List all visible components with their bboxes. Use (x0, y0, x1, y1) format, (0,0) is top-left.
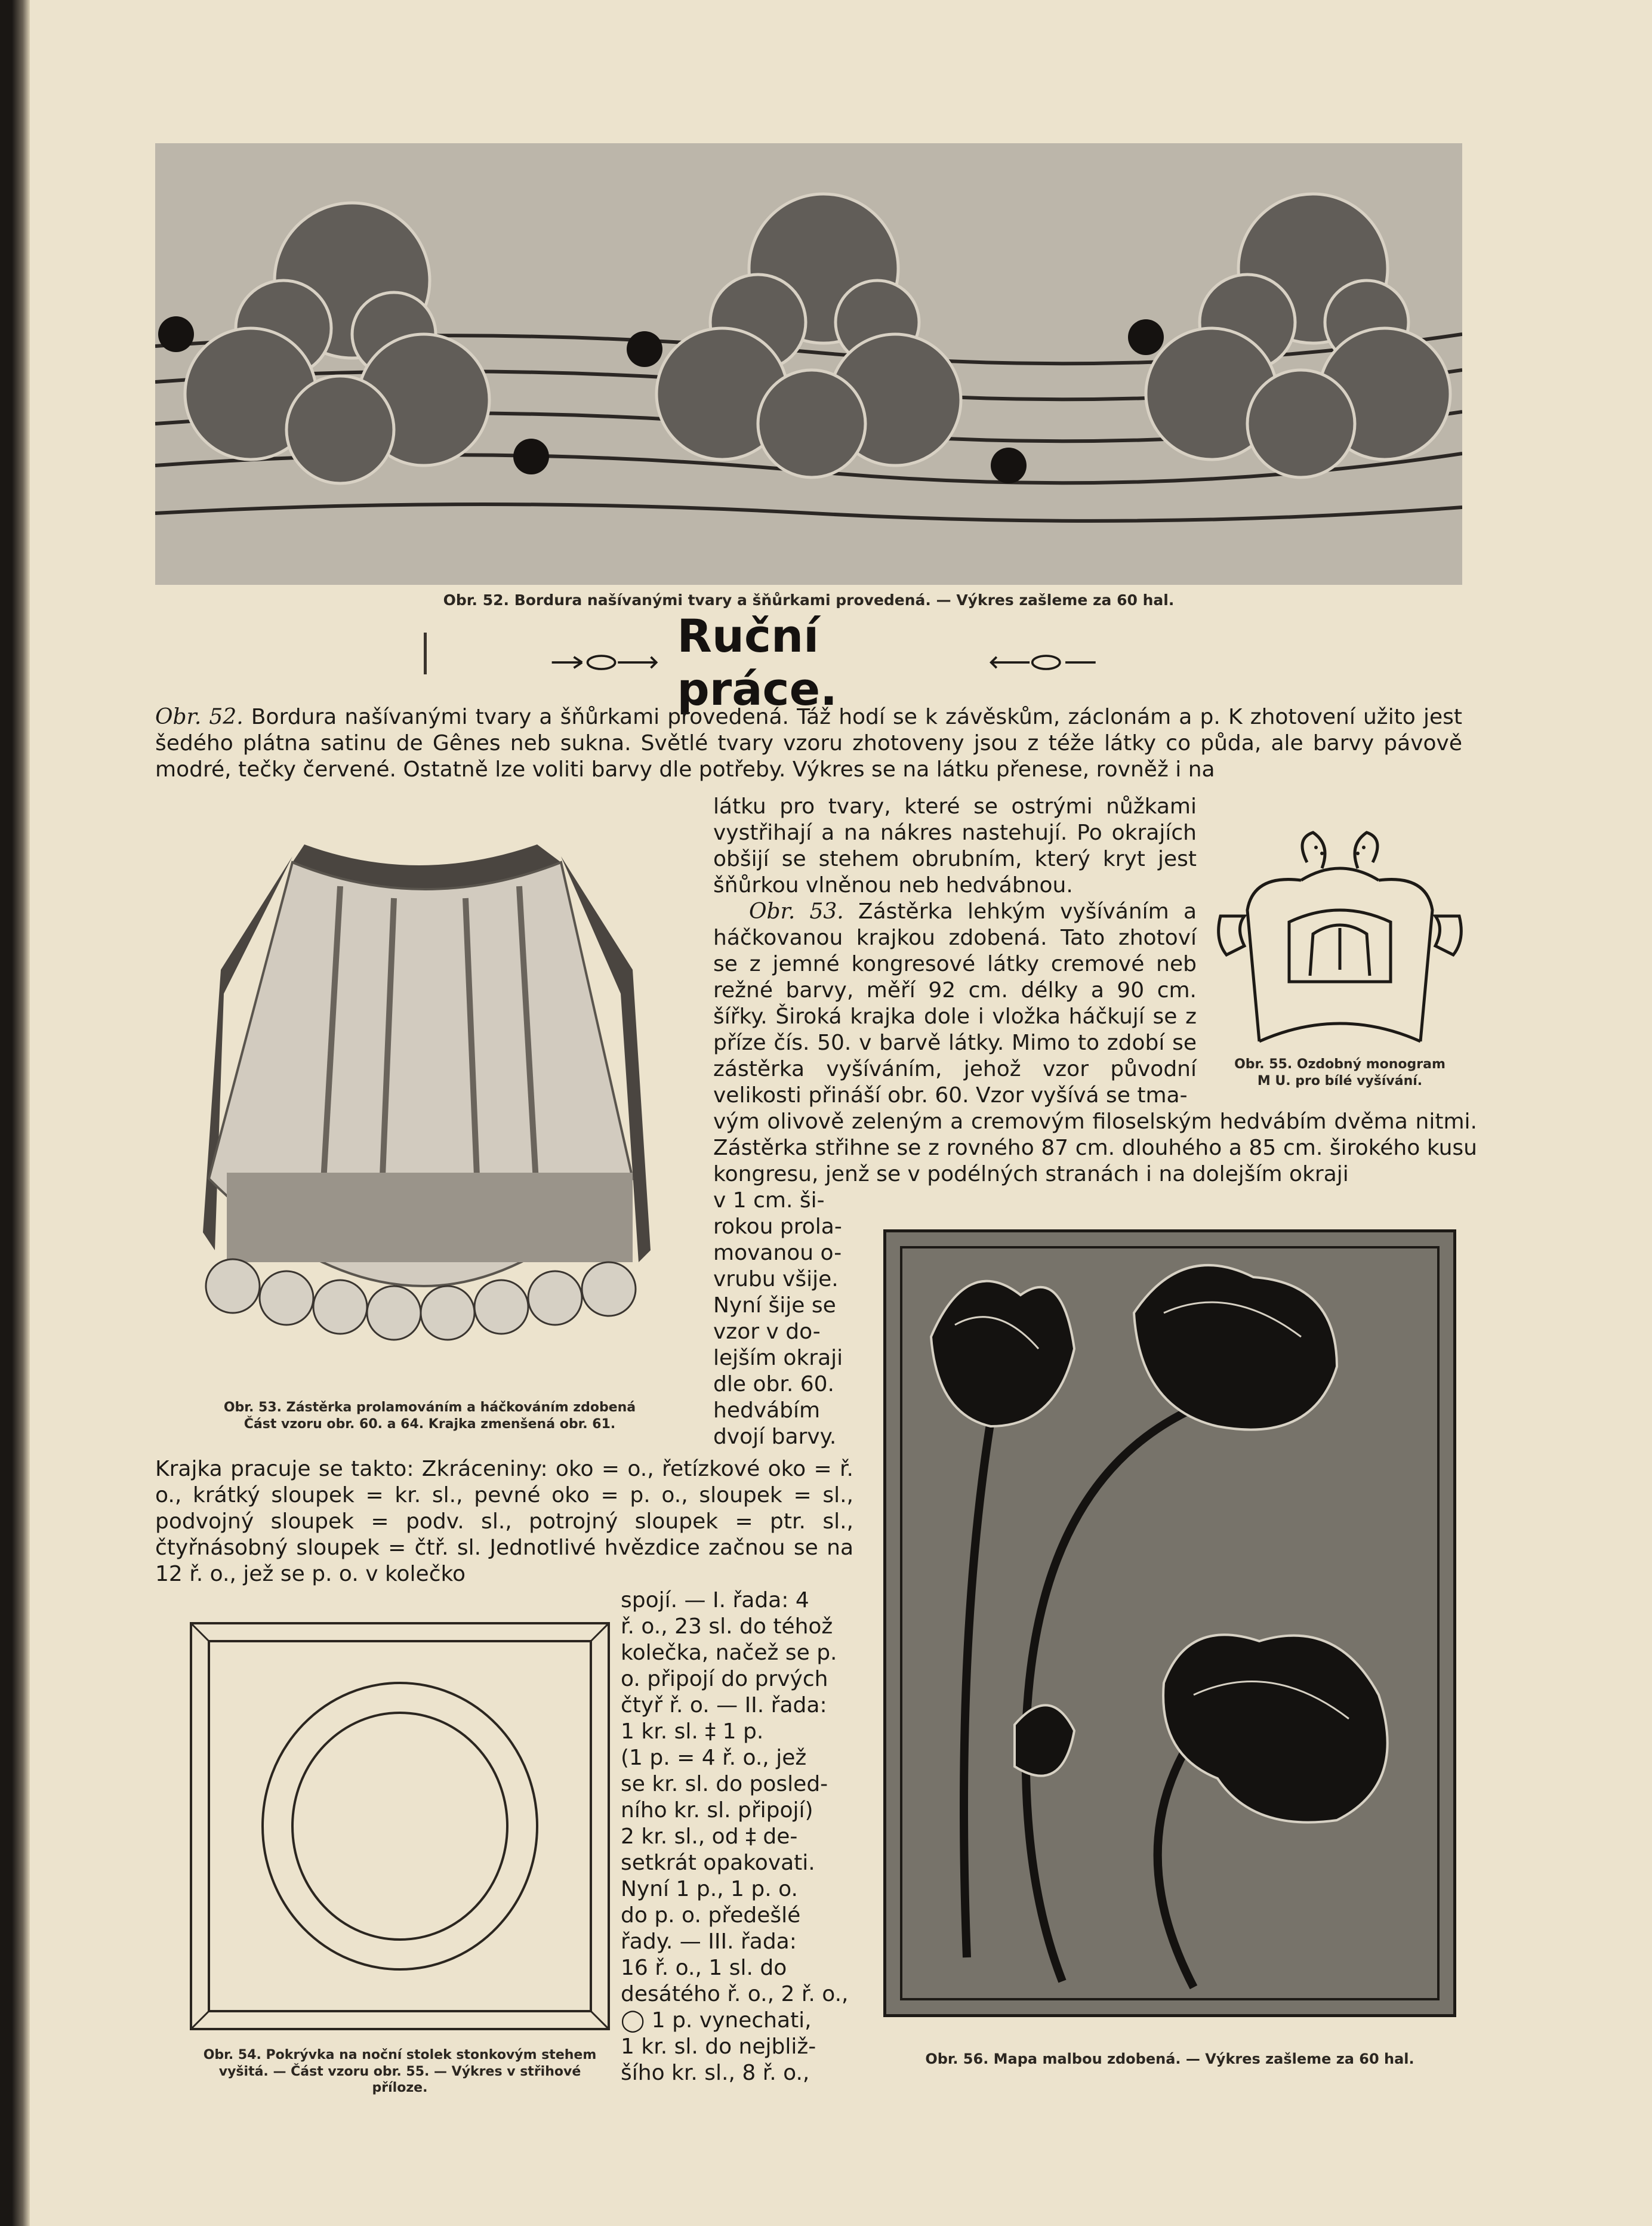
narrow-line: v 1 cm. ši- (713, 1188, 825, 1213)
figure-53-caption (191, 1399, 668, 1432)
narrow2-line: do p. o. předešlé (621, 1903, 801, 1928)
wide-paragraph: vým olivově zeleným a cremovým filoselským hedvábím dvěma nitmi. Zástěrka střihne se z rovného 87 cm. dlouhého a 85 cm. širokého kusu kongresu, jenž se v podélných stranách i na dolejším okraji (713, 1109, 1477, 1186)
narrow2-line: o. připojí do prvých (621, 1667, 828, 1691)
narrow-line: dle obr. 60. (713, 1372, 834, 1396)
narrow2-line: Nyní 1 p., 1 p. o. (621, 1877, 798, 1901)
figure-55-monogram (1212, 827, 1468, 1047)
narrow2-line: čtyř ř. o. — II. řada: (621, 1693, 827, 1718)
narrow2-line: desátého ř. o., 2 ř. o., (621, 1982, 849, 2006)
figure-52-caption: Obr. 52. Bordura našívanými tvary a šňůrkami provedená. — Výkres zašleme za 60 hal. (443, 591, 1175, 609)
intro-text: Bordura našívanými tvary a šňůrkami provedená. Táž hodí se k závěskům, záclonám a p. K zhotovení užito jest šedého plátna satinu de Gênes neb sukna. Světlé tvary vzoru zhotoveny jsou z téže látky co půda, ale barvy pávově modré, tečky červené. Ostatně lze voliti barvy dle potřeby. Výkres se na látku přenese, rovněž i na (155, 705, 1462, 782)
book-spine (12, 0, 30, 2226)
krajka-paragraph: Krajka pracuje se takto: Zkráceniny: oko = o., řetízkové oko = ř. o., krátký sloupek = kr. sl., pevné oko = p. o., sloupek = sl., podvojný sloupek = podv. sl., potrojný sloupek = ptr. sl., čtyřnásobný sloupek = čtř. sl. Jednotlivé hvězdice začnou se na 12 ř. o., jež se p. o. v kolečko (155, 1457, 853, 1586)
figure-54-cover (179, 1611, 621, 2041)
intro-paragraph (155, 704, 1462, 783)
narrow-line: Nyní šije se (713, 1293, 836, 1318)
figure-55-caption-line2: M U. pro bílé vyšívání. (1257, 1073, 1423, 1089)
narrow-line: vzor v do- (713, 1319, 821, 1344)
narrow2-line: řady. — III. řada: (621, 1929, 797, 1954)
figure-55-caption (1212, 1056, 1468, 1089)
figure-55-caption-line1: Obr. 55. Ozdobný monogram (1234, 1057, 1446, 1072)
figure-54-caption-line1: Obr. 54. Pokrývka na noční stolek stonkovým stehem (203, 2048, 597, 2062)
cover-pattern-image (179, 1611, 621, 2041)
figure-54-caption-line2: vyšitá. — Část vzoru obr. 55. — Výkres v střihové (218, 2064, 581, 2079)
narrow2-line: 1 kr. sl. ‡ 1 p. (621, 1719, 764, 1744)
narrow-line: rokou prola- (713, 1214, 842, 1239)
narrow2-line: (1 p. = 4 ř. o., jež (621, 1746, 807, 1770)
narrow-line: movanou o- (713, 1241, 842, 1265)
figure-54-caption (167, 2047, 633, 2096)
monogram-image (1212, 827, 1468, 1047)
page (12, 0, 1652, 2226)
narrow2-line: 1 kr. sl. do nejbliž- (621, 2034, 816, 2059)
intro-label: Obr. 52. (155, 705, 244, 729)
narrow2-line: ního kr. sl. připojí) (621, 1798, 813, 1823)
narrow2-line: 2 kr. sl., od ‡ de- (621, 1824, 798, 1849)
middle-paragraph-1: látku pro tvary, které se ostrými nůžkami vystřihají a na nákres nastehují. Po okrajích obšijí se stehem obrubním, který kryt jest šňůrkou vlněnou neb hedvábnou. (713, 794, 1197, 898)
middle-column-text (713, 794, 1197, 1109)
narrow2-line: šího kr. sl., 8 ř. o., (621, 2061, 810, 2085)
narrow-column-2 (621, 1587, 853, 2086)
narrow2-line: ř. o., 23 sl. do téhož (621, 1614, 833, 1639)
narrow2-line: setkrát opakovati. (621, 1851, 815, 1875)
narrow2-line: 16 ř. o., 1 sl. do (621, 1956, 787, 1980)
figure-53-caption-line1: Obr. 53. Zástěrka prolamováním a háčkováním zdobená (223, 1400, 636, 1415)
figure-53-caption-line2: Část vzoru obr. 60. a 64. Krajka zmenšená obr. 61. (244, 1416, 616, 1432)
narrow2-line: ◯ 1 p. vynechati, (621, 2008, 812, 2033)
narrow-line: lejším okraji (713, 1346, 843, 1370)
figure-52-border (155, 143, 1462, 585)
section-title (549, 609, 1098, 716)
left-ornament-icon (549, 650, 659, 674)
border-pattern-image (155, 143, 1462, 585)
narrow2-line: kolečka, načež se p. (621, 1641, 837, 1665)
narrow-line: vrubu všije. (713, 1267, 839, 1291)
middle-paragraph-2: Zástěrka lehkým vyšíváním a háčkovanou krajkou zdobená. Tato zhotoví se z jemné kongresové látky cremové neb režné barvy, měří 92 cm. délky a 90 cm. šířky. Široká krajka dole i vložka háčkují se z příze čís. 50. v barvě látky. Mimo to zdobí se zástěrka vyšíváním, jehož vzor původní velikosti přináší obr. 60. Vzor vyšívá se tma- (713, 899, 1197, 1108)
narrow2-line: spojí. — I. řada: 4 (621, 1588, 809, 1613)
obr53-label: Obr. 53. (749, 899, 844, 924)
narrow-column (713, 1188, 850, 1450)
narrow2-line: se kr. sl. do posled- (621, 1772, 828, 1796)
figure-54-caption-line3: příloze. (372, 2080, 428, 2095)
figure-56-caption: Obr. 56. Mapa malbou zdobená. — Výkres zašleme za 60 hal. (925, 2051, 1414, 2067)
figure-56-tulip-map (883, 1229, 1456, 2017)
figure-53-apron (167, 821, 704, 1358)
title-text: Ruční práce. (677, 609, 837, 716)
narrow-line: dvojí barvy. (713, 1425, 837, 1449)
tulip-map-image (883, 1229, 1456, 2017)
narrow-line: hedvábím (713, 1398, 821, 1423)
stray-mark (424, 633, 427, 674)
apron-image (167, 821, 704, 1358)
right-ornament-icon (988, 650, 1098, 674)
